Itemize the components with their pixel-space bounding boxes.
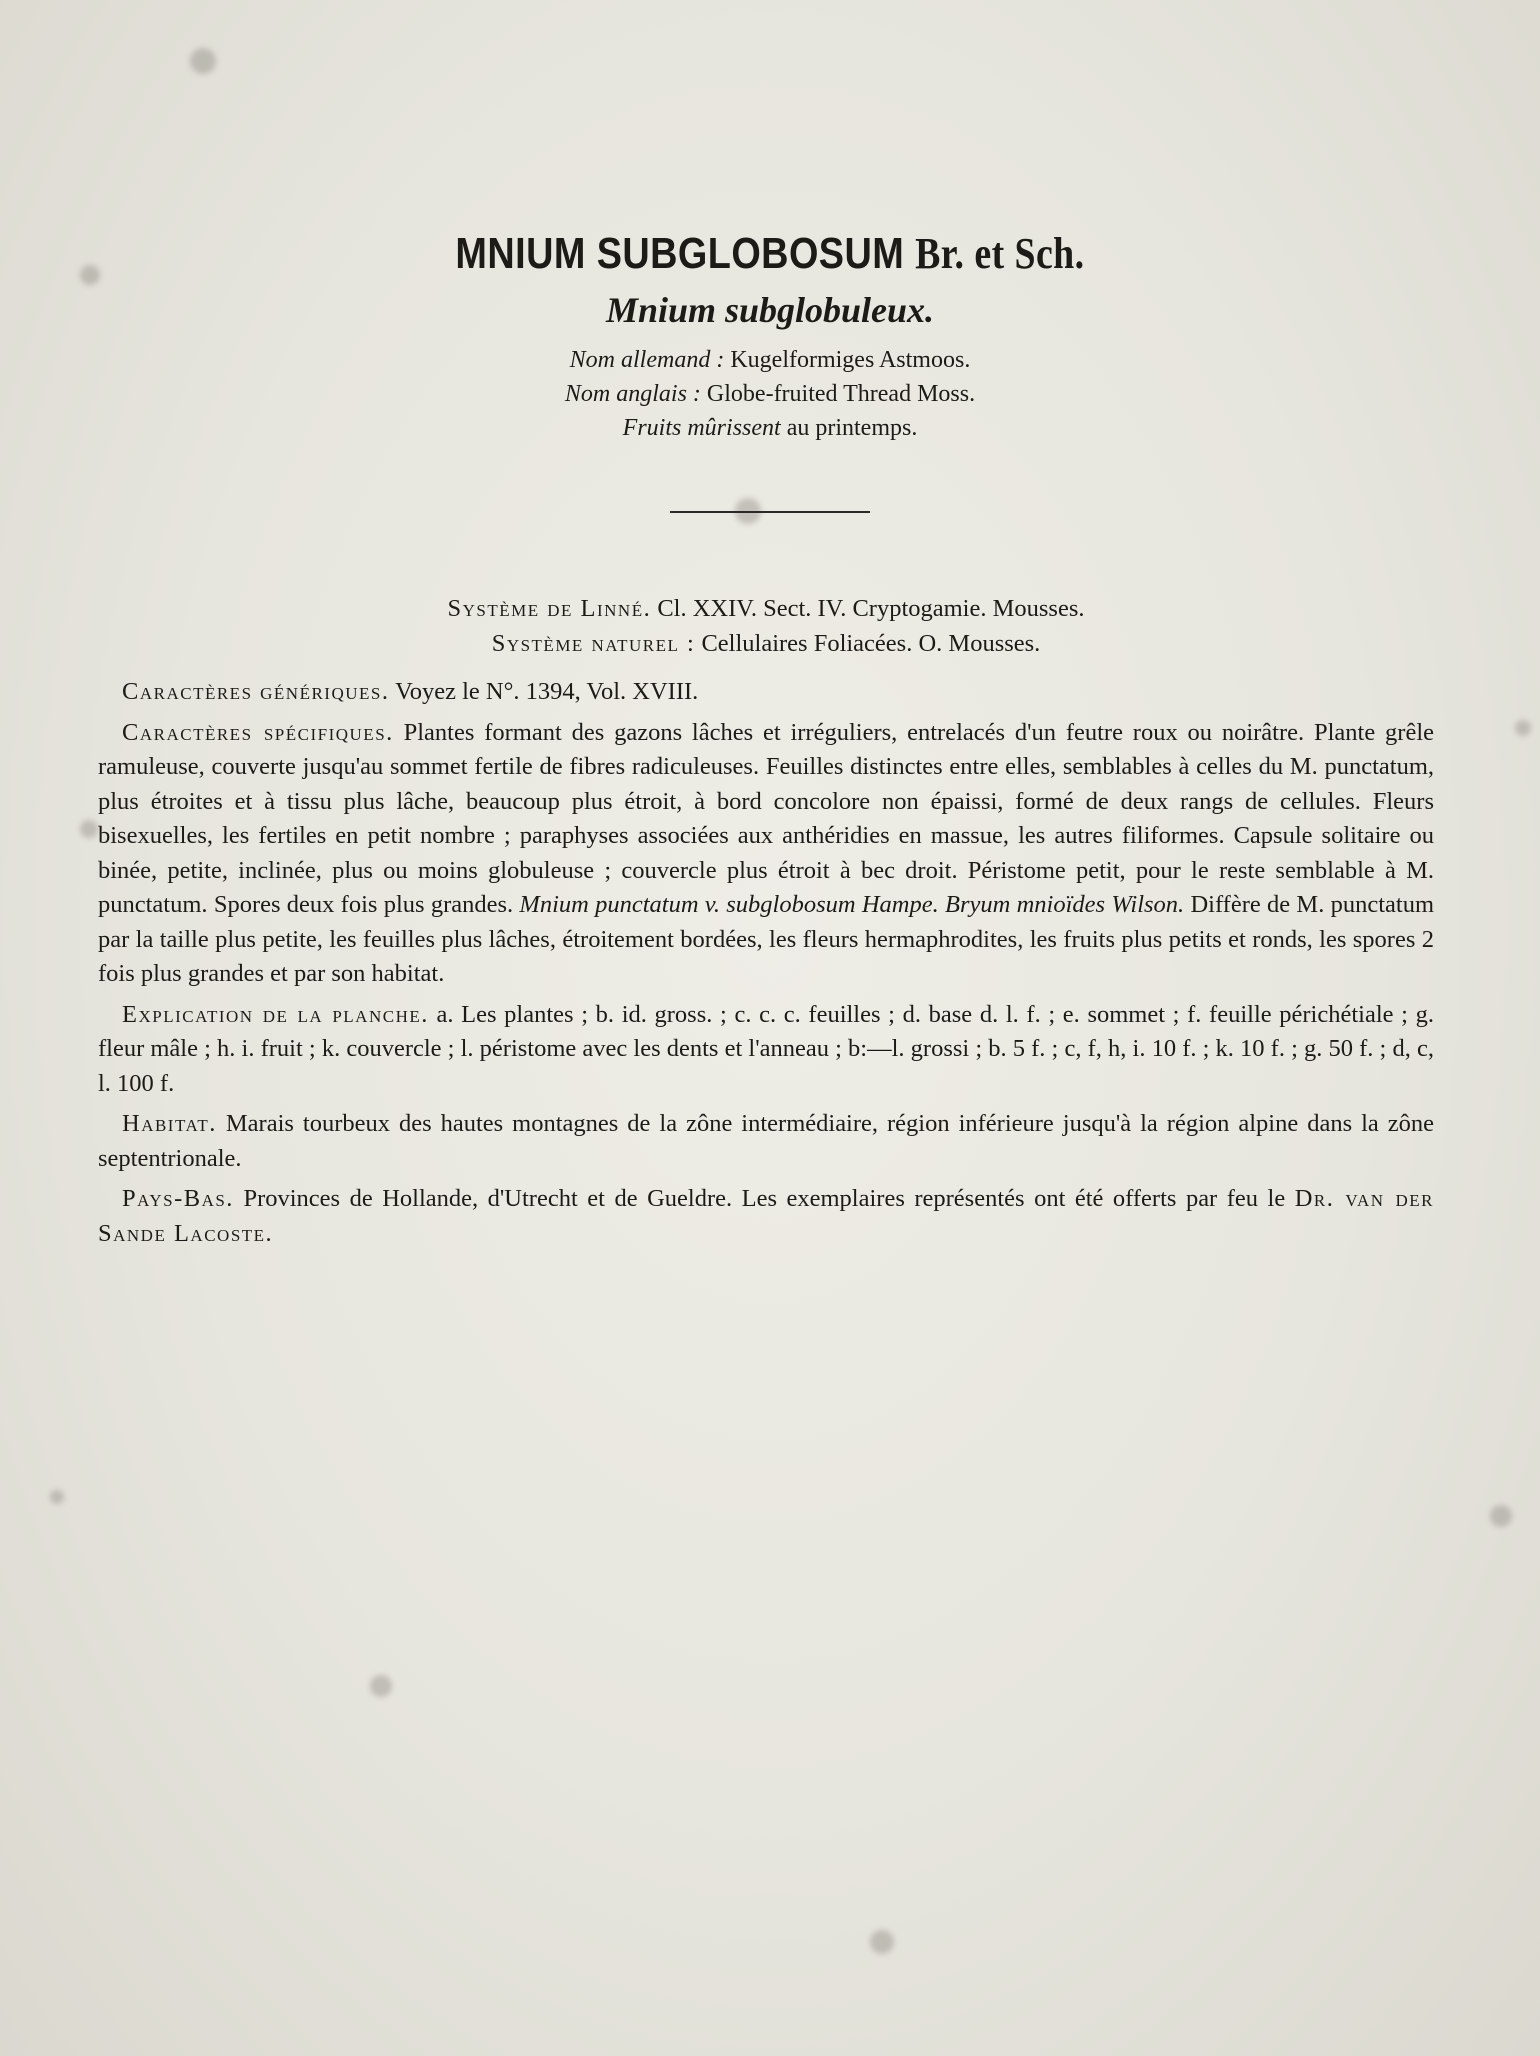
specifiques-label: Caractères spécifiques. (122, 718, 394, 746)
linne-text: Cl. XXIV. Sect. IV. Cryptogamie. Mousses. (657, 595, 1085, 622)
specifiques-text: Plantes formant des gazons lâches et irréguliers, entrelacés d'un feutre roux ou noirâtre. Plante grêle ramuleuse, couverte jusqu'au sommet fertile de fibres radiculeuses. Feuilles distinctes entre elles, semblables à celles du M. punctatum, plus étroites et à tissu plus lâche, beaucoup plus étroit, à bord concolore non épaissi, formé de deux rangs de cellules. Fleurs bisexuelles, les fertiles en petit nombre ; paraphyses associées aux anthéridies en massue, les autres filiformes. Capsule solitaire ou binée, petite, inclinée, plus ou moins globuleuse ; couvercle plus étroit à bec droit. Péristome petit, pour le reste semblable à M. punctatum. Spores deux fois plus grandes. (98, 718, 1434, 918)
german-label: Nom allemand : (569, 347, 725, 373)
divider (670, 511, 870, 513)
german-name: Kugelformiges Astmoos. (730, 347, 971, 373)
paper-stain (870, 1930, 894, 1954)
donor-name: Dr. van der Sande Lacoste. (98, 1185, 1435, 1247)
linne-label: Système de Linné. (447, 595, 652, 622)
natural-system (98, 627, 1434, 662)
linne-system (98, 592, 1434, 627)
paper-stain (1490, 1505, 1512, 1527)
habitat-label: Habitat. (122, 1110, 217, 1137)
netherlands-distribution (98, 1182, 1434, 1251)
generic-characters (98, 675, 1434, 710)
synonyms: Mnium punctatum v. subglobosum Hampe. Bryum mnioïdes Wilson. (519, 891, 1185, 918)
specifiques-text-2: Diffère de M. punctatum par la taille plus petite, les feuilles plus lâches, étroitement bordées, les fleurs hermaphrodites, les fruits plus petits et ronds, les spores 2 fois plus grandes et par son habitat. (98, 891, 1435, 987)
french-name: Mnium subglobuleux. (605, 290, 935, 330)
english-label: Nom anglais : (564, 381, 701, 407)
explication-text: a. Les plantes ; b. id. gross. ; c. c. c. feuilles ; d. base d. l. f. ; e. sommet ; f. feuille périchétiale ; g. fleur mâle ; h. i. fruit ; k. couvercle ; l. péristome avec les dents et l'anneau ; b:—l. grossi ; b. 5 f. ; c, f, h, i. 10 f. ; k. 10 f. ; g. 50 f. ; d, c, l. 100 f. (98, 1000, 1435, 1097)
generiques-label: Caractères génériques. (122, 678, 390, 705)
document-body (98, 592, 1434, 1251)
english-name: Globe-fruited Thread Moss. (706, 381, 976, 407)
naturel-text: Cellulaires Foliacées. O. Mousses. (701, 629, 1041, 657)
species-name: MNIUM SUBGLOBOSUM (455, 229, 905, 278)
habitat-text: Marais tourbeux des hautes montagnes de la zône intermédiaire, région inférieure jusqu'à la région alpine dans la zône septentrionale. (98, 1110, 1435, 1172)
common-names (0, 343, 1540, 445)
page-title (108, 225, 1432, 283)
paysbas-label: Pays-Bas. (122, 1185, 234, 1212)
explication-label: Explication de la planche. (122, 1000, 429, 1028)
paper-stain (1515, 720, 1531, 736)
document-header (0, 225, 1540, 513)
fruit-label: Fruits mûrissent (622, 415, 781, 441)
paper-stain (190, 48, 216, 74)
plate-explanation (98, 998, 1434, 1102)
fruit-text: au printemps. (786, 415, 918, 441)
species-author: Br. et Sch. (915, 229, 1085, 278)
paper-stain (370, 1675, 392, 1697)
german-name-line (0, 343, 1540, 377)
specific-characters (98, 716, 1434, 992)
habitat (98, 1107, 1434, 1176)
fruit-line (0, 411, 1540, 445)
generiques-text: Voyez le N°. 1394, Vol. XVIII. (395, 678, 699, 705)
naturel-label: Système naturel : (491, 629, 696, 657)
paper-stain (50, 1490, 64, 1504)
paper-stain (80, 820, 98, 838)
paysbas-text: Provinces de Hollande, d'Utrecht et de Gueldre. Les exemplaires représentés ont été offerts par feu le (243, 1185, 1286, 1212)
english-name-line (0, 377, 1540, 411)
